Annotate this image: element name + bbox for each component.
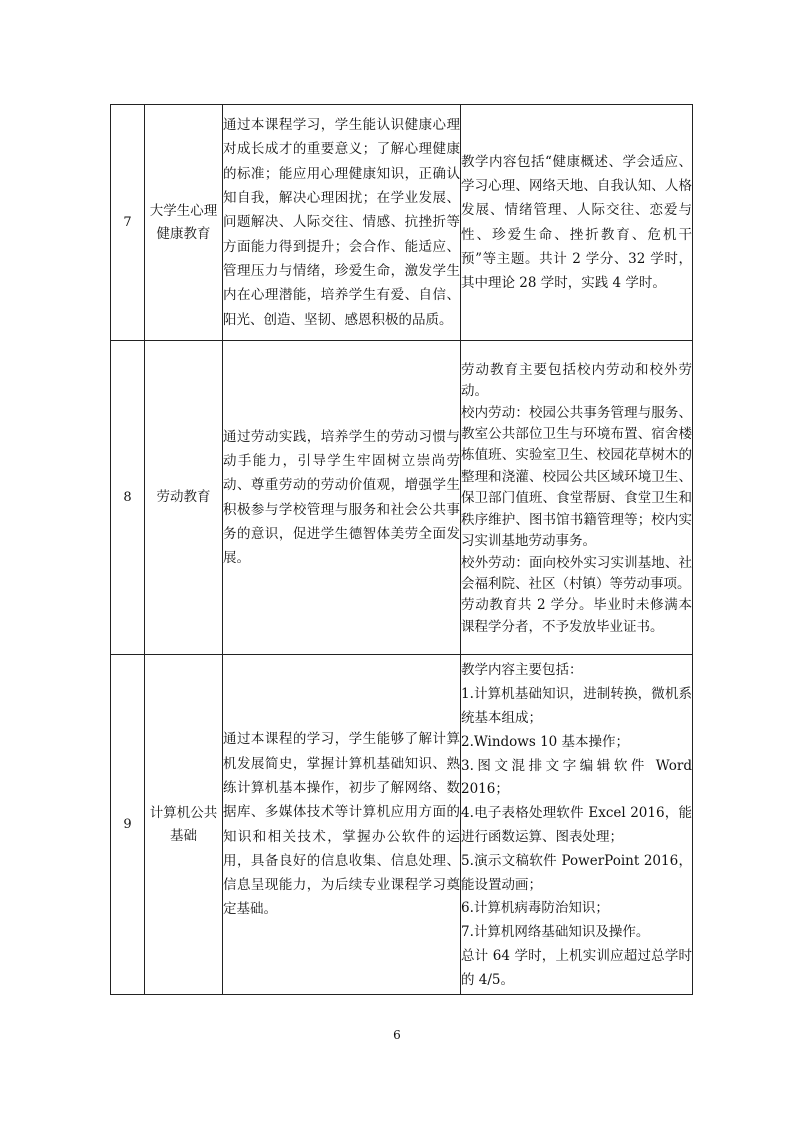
- content-paragraph: 校外劳动：面向校外实习实训基地、社会福利院、社区（村镇）等劳动事项。: [461, 554, 692, 592]
- course-goal: 通过劳动实践，培养学生的劳动习惯与动手能力，引导学生牢固树立崇尚劳动、尊重劳动的劳动价值观，增强学生积极参与学校管理与服务和社会公共事务的意识，促进学生德智体美劳全面发展。: [223, 341, 461, 655]
- content-paragraph: 劳动教育主要包括校内劳动和校外劳动。: [461, 361, 692, 400]
- content-paragraph: 7.计算机网络基础知识及操作。: [461, 924, 650, 941]
- table-row: [111, 105, 693, 341]
- content-paragraph: 教学内容主要包括：: [461, 662, 583, 679]
- table-row: [111, 655, 693, 995]
- content-paragraph: 4.电子表格处理软件 Excel 2016，能进行函数运算、图表处理；: [461, 805, 692, 845]
- course-content: [461, 105, 693, 341]
- course-goal: 通过本课程学习，学生能认识健康心理对成长成才的重要意义；了解心理健康的标准；能应用心理健康知识，正确认知自我，解决心理困扰；在学业发展、问题解决、人际交往、情感、抗挫折等方面能力得到提升；会合作、能适应、管理压力与情绪，珍爱生命，激发学生内在心理潜能，培养学生有爱、自信、阳光、创造、坚韧、感恩积极的品质。: [223, 105, 461, 341]
- course-name: 劳动教育: [145, 341, 223, 655]
- row-number: 7: [111, 105, 145, 341]
- content-paragraph: 教学内容包括“健康概述、学会适应、学习心理、网络天地、自我认知、人格发展、情绪管理、人际交往、恋爱与性、珍爱生命、挫折教育、危机干预”等主题。共计 2 学分、32 学时，其中理论 28 学时，实践 4 学时。: [461, 153, 692, 292]
- content-paragraph: 5.演示文稿软件 PowerPoint 2016，能设置动画；: [461, 852, 692, 893]
- content-paragraph: 总计 64 学时，上机实训应超过总学时的 4/5。: [461, 947, 692, 988]
- content-paragraph: 校内劳动：校园公共事务管理与服务、教室公共部位卫生与环境布置、宿舍楼栋值班、实验室卫生、校园花草树木的整理和浇灌、校园公共区域环境卫生、保卫部门值班、食堂帮厨、食堂卫生和秩序维护、图书馆书籍管理等；校内实习实训基地劳动事务。: [461, 404, 692, 550]
- course-name: 大学生心理健康教育: [145, 105, 223, 341]
- table-row: [111, 341, 693, 655]
- page-number: 6: [393, 1028, 401, 1042]
- course-content: [461, 341, 693, 655]
- course-name: 计算机公共基础: [145, 655, 223, 995]
- content-paragraph: 6.计算机病毒防治知识；: [461, 900, 609, 917]
- row-number: 9: [111, 655, 145, 995]
- row-number: 8: [111, 341, 145, 655]
- course-content: [461, 655, 693, 995]
- content-paragraph: 2.Windows 10 基本操作；: [461, 733, 630, 750]
- course-table: [110, 104, 693, 995]
- course-goal: 通过本课程的学习，学生能够了解计算机发展简史，掌握计算机基础知识、熟练计算机基本操作，初步了解网络、数据库、多媒体技术等计算机应用方面的知识和相关技术，掌握办公软件的运用，具备良好的信息收集、信息处理、信息呈现能力，为后续专业课程学习奠定基础。: [223, 655, 461, 995]
- content-paragraph: 1.计算机基础知识，进制转换，微机系统基本组成；: [461, 686, 692, 727]
- content-paragraph: 3.图文混排文字编辑软件 Word 2016；: [461, 757, 692, 798]
- content-paragraph: 劳动教育共 2 学分。毕业时未修满本课程学分者，不予发放毕业证书。: [461, 597, 692, 635]
